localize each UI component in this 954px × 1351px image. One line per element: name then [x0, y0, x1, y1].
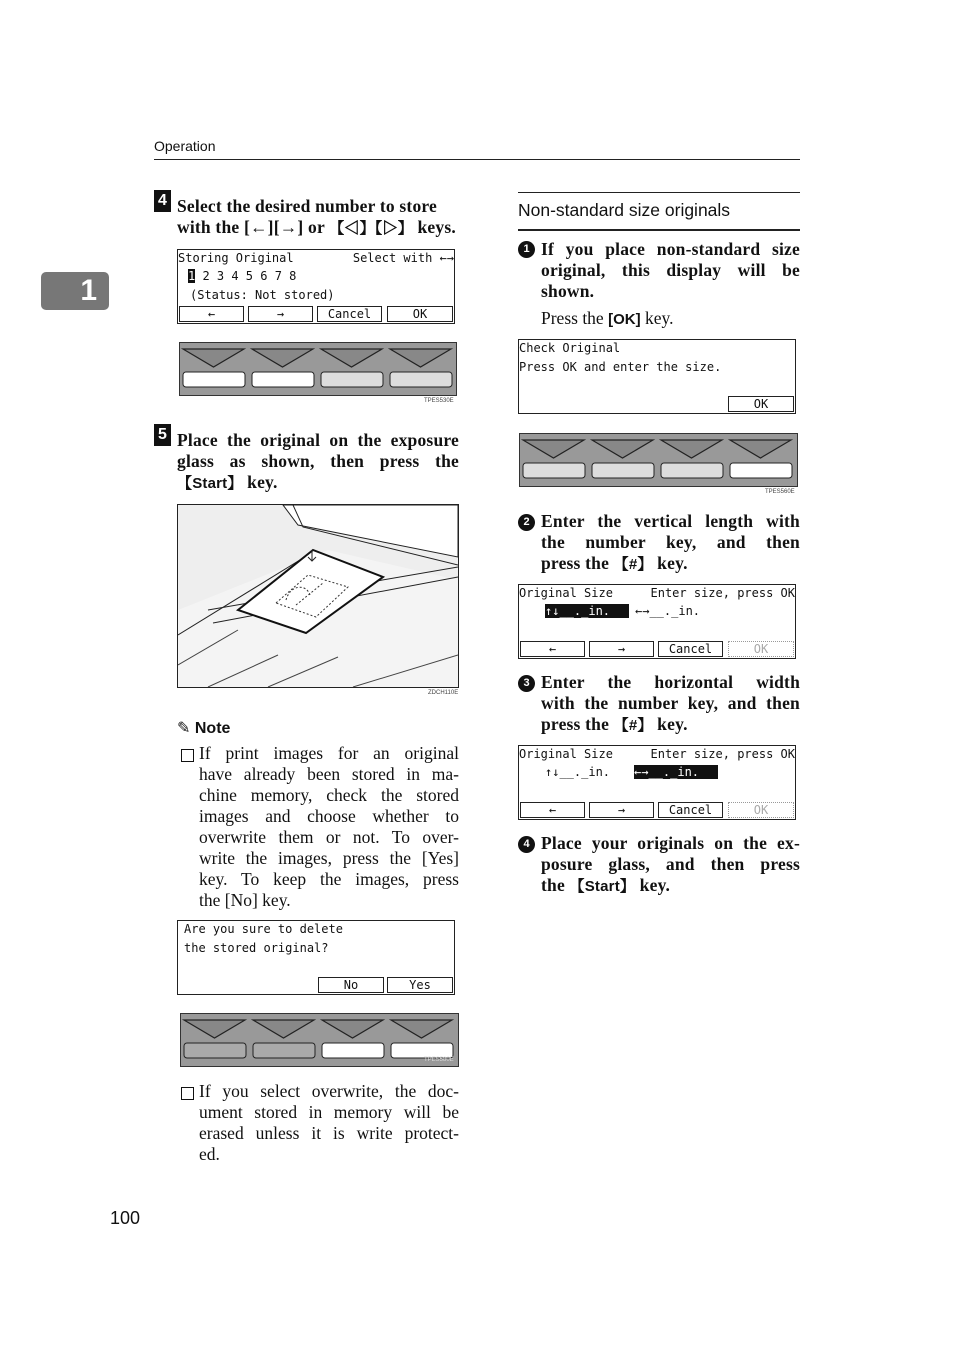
running-header: Operation	[154, 138, 216, 154]
page-number: 100	[110, 1208, 141, 1228]
note-item-2: If you select overwrite, the doc- ument stored in memory will be erased unless it is write protect- ed.	[199, 1081, 459, 1164]
figure-code: TPES560E	[765, 489, 795, 495]
lcd-hint: Enter size, press OK	[650, 747, 795, 761]
checkbox-bullet-icon	[181, 1087, 194, 1100]
substep-2-text: Enter the vertical length with the number key, and then press the 【#】 key.	[541, 511, 800, 573]
lcd-number-list: 1 2 3 4 5 6 7 8	[188, 269, 297, 283]
right-arrow-button[interactable]: →	[248, 306, 313, 322]
yes-button[interactable]: Yes	[387, 977, 453, 993]
lcd-line-2: Press OK and enter the size.	[519, 360, 722, 374]
section-rule-top	[518, 192, 800, 193]
lcd-title: Storing Original	[178, 251, 294, 265]
step-4-line2: with the [←][→] or 【◁】【▷】 keys.	[177, 217, 456, 237]
selection-keys-panel	[179, 342, 457, 396]
note-item-1: If print images for an original have already been stored in ma- chine memory, check the stored images and choose whether to overwrite them or not. To over- write the images, press the [Yes] key. To keep the images, press the [No] key.	[199, 743, 459, 910]
lcd-hint: Select with ←→	[352, 251, 454, 265]
ok-button[interactable]: OK	[728, 396, 794, 412]
lcd-line-1: Check Original	[519, 341, 621, 355]
step-4-text	[177, 196, 459, 239]
selection-keys-graphic	[520, 434, 797, 486]
lcd-hint: Enter size, press OK	[650, 586, 795, 600]
lcd-title: Original Size	[519, 586, 613, 600]
substep-4-text: Place your originals on the ex- posure glass, and then press the 【Start】 key.	[541, 833, 800, 895]
left-arrow-button[interactable]: ←	[520, 641, 585, 657]
substep-4-number: 4	[518, 836, 535, 853]
ok-button[interactable]: OK	[387, 306, 453, 322]
scanner-drawing	[178, 505, 458, 687]
right-arrow-button[interactable]: →	[589, 802, 654, 818]
selection-keys-panel	[519, 433, 798, 487]
vertical-size-field[interactable]: ↑↓__._in.	[545, 604, 629, 618]
step-5-text	[177, 430, 459, 494]
substep-1-text: If you place non-standard size original, this display will be shown.	[541, 239, 800, 301]
step-5-line1: Place the original on the exposure	[177, 430, 459, 450]
substep-2-number: 2	[518, 514, 535, 531]
lcd-check-original	[518, 339, 796, 414]
step-4-line1: Select the desired number to store	[177, 196, 438, 216]
header-rule	[154, 159, 800, 160]
horizontal-size-field[interactable]: ←→__._in.	[635, 604, 701, 618]
step-5-number: 5	[154, 424, 171, 446]
selection-keys-graphic	[180, 343, 456, 395]
substep-1-instruction: Press the [OK] key.	[541, 308, 674, 328]
lcd-delete-confirm	[177, 920, 455, 995]
figure-code: TPES530E	[424, 398, 454, 404]
selection-keys-panel	[180, 1013, 459, 1067]
pencil-icon: ✎	[177, 720, 191, 737]
substep-3-text: Enter the horizontal width with the number key, and then press the 【#】 key.	[541, 672, 800, 734]
lcd-original-size-horizontal	[518, 745, 796, 820]
step-5-line3: 【Start】 key.	[177, 472, 278, 492]
figure-code: ZDCH110E	[428, 690, 459, 696]
section-title: Non-standard size originals	[518, 200, 731, 220]
ok-button-disabled: OK	[728, 641, 794, 657]
left-arrow-button[interactable]: ←	[179, 306, 244, 322]
step-4-number: 4	[154, 190, 171, 212]
horizontal-size-field[interactable]: ←→__._in.	[634, 765, 718, 779]
cancel-button[interactable]: Cancel	[317, 306, 382, 322]
cancel-button[interactable]: Cancel	[658, 802, 723, 818]
note-heading: ✎ Note	[177, 720, 231, 737]
lcd-original-size-vertical	[518, 584, 796, 659]
ok-button-disabled: OK	[728, 802, 794, 818]
substep-3-number: 3	[518, 675, 535, 692]
right-arrow-button[interactable]: →	[589, 641, 654, 657]
lcd-title: Original Size	[519, 747, 613, 761]
lcd-storing-original	[177, 249, 455, 324]
cancel-button[interactable]: Cancel	[658, 641, 723, 657]
chapter-tab: 1	[41, 272, 109, 310]
selection-keys-graphic	[181, 1014, 458, 1066]
checkbox-bullet-icon	[181, 749, 194, 762]
lcd-line-1: Are you sure to delete	[184, 922, 343, 936]
lcd-line-2: the stored original?	[184, 941, 329, 955]
section-rule-bottom	[518, 229, 800, 231]
selected-number[interactable]: 1	[188, 269, 196, 283]
substep-1-number: 1	[518, 241, 535, 258]
lcd-status: (Status: Not stored)	[190, 288, 335, 302]
vertical-size-field[interactable]: ↑↓__._in.	[545, 765, 611, 779]
figure-code: TPES580E	[424, 1057, 454, 1063]
step-5-line2: glass as shown, then press the	[177, 451, 459, 471]
no-button[interactable]: No	[318, 977, 384, 993]
exposure-glass-illustration	[177, 504, 459, 688]
left-arrow-button[interactable]: ←	[520, 802, 585, 818]
